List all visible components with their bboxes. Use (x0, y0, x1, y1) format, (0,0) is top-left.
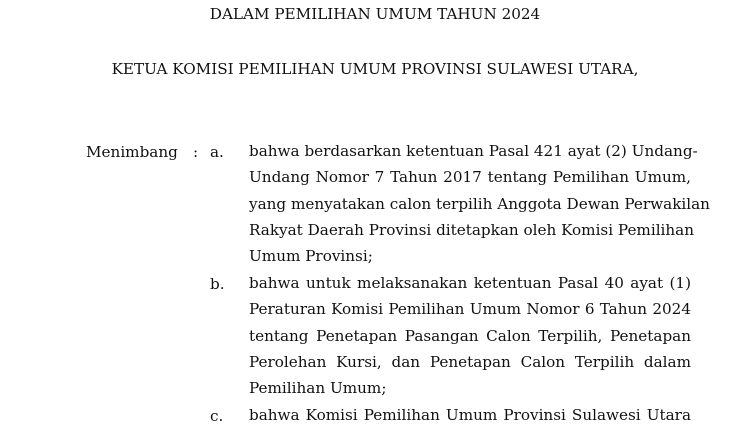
item-a-marker: a. (210, 143, 224, 161)
item-b-line-3: tentang Penetapan Pasangan Calon Terpilih, Penetapan (249, 326, 691, 345)
item-b-line-5: Pemilihan Umum; (249, 379, 387, 398)
item-c-line-1: bahwa Komisi Pemilihan Umum Provinsi Sulawesi Utara (249, 406, 691, 424)
item-a-line-5: Umum Provinsi; (249, 247, 373, 266)
item-a-line-3: yang menyatakan calon terpilih Anggota Dewan Perwakilan (249, 194, 710, 213)
considering-label: Menimbang (86, 143, 178, 161)
item-a-line-2: Undang Nomor 7 Tahun 2017 tentang Pemilihan Umum, (249, 168, 691, 187)
item-c-text (249, 402, 691, 428)
item-b-line-1: bahwa untuk melaksanakan ketentuan Pasal 40 ayat (1) (249, 274, 691, 292)
item-c-marker: c. (210, 407, 224, 425)
item-a-line-4: Rakyat Daerah Provinsi ditetapkan oleh Komisi Pemilihan (249, 220, 695, 239)
item-b-line-4: Perolehan Kursi, dan Penetapan Calon Terpilih dalam (249, 352, 691, 371)
item-b-text (249, 270, 691, 401)
heading-line-1: DALAM PEMILIHAN UMUM TAHUN 2024 (209, 5, 541, 23)
item-b-line-2: Peraturan Komisi Pemilihan Umum Nomor 6 Tahun 2024 (249, 300, 691, 319)
item-a-text (249, 138, 710, 269)
item-b-marker: b. (210, 275, 225, 293)
heading-line-2: KETUA KOMISI PEMILIHAN UMUM PROVINSI SULAWESI UTARA, (111, 60, 639, 78)
item-a-line-1: bahwa berdasarkan ketentuan Pasal 421 ayat (2) Undang- (249, 142, 698, 160)
considering-colon: : (193, 143, 199, 161)
